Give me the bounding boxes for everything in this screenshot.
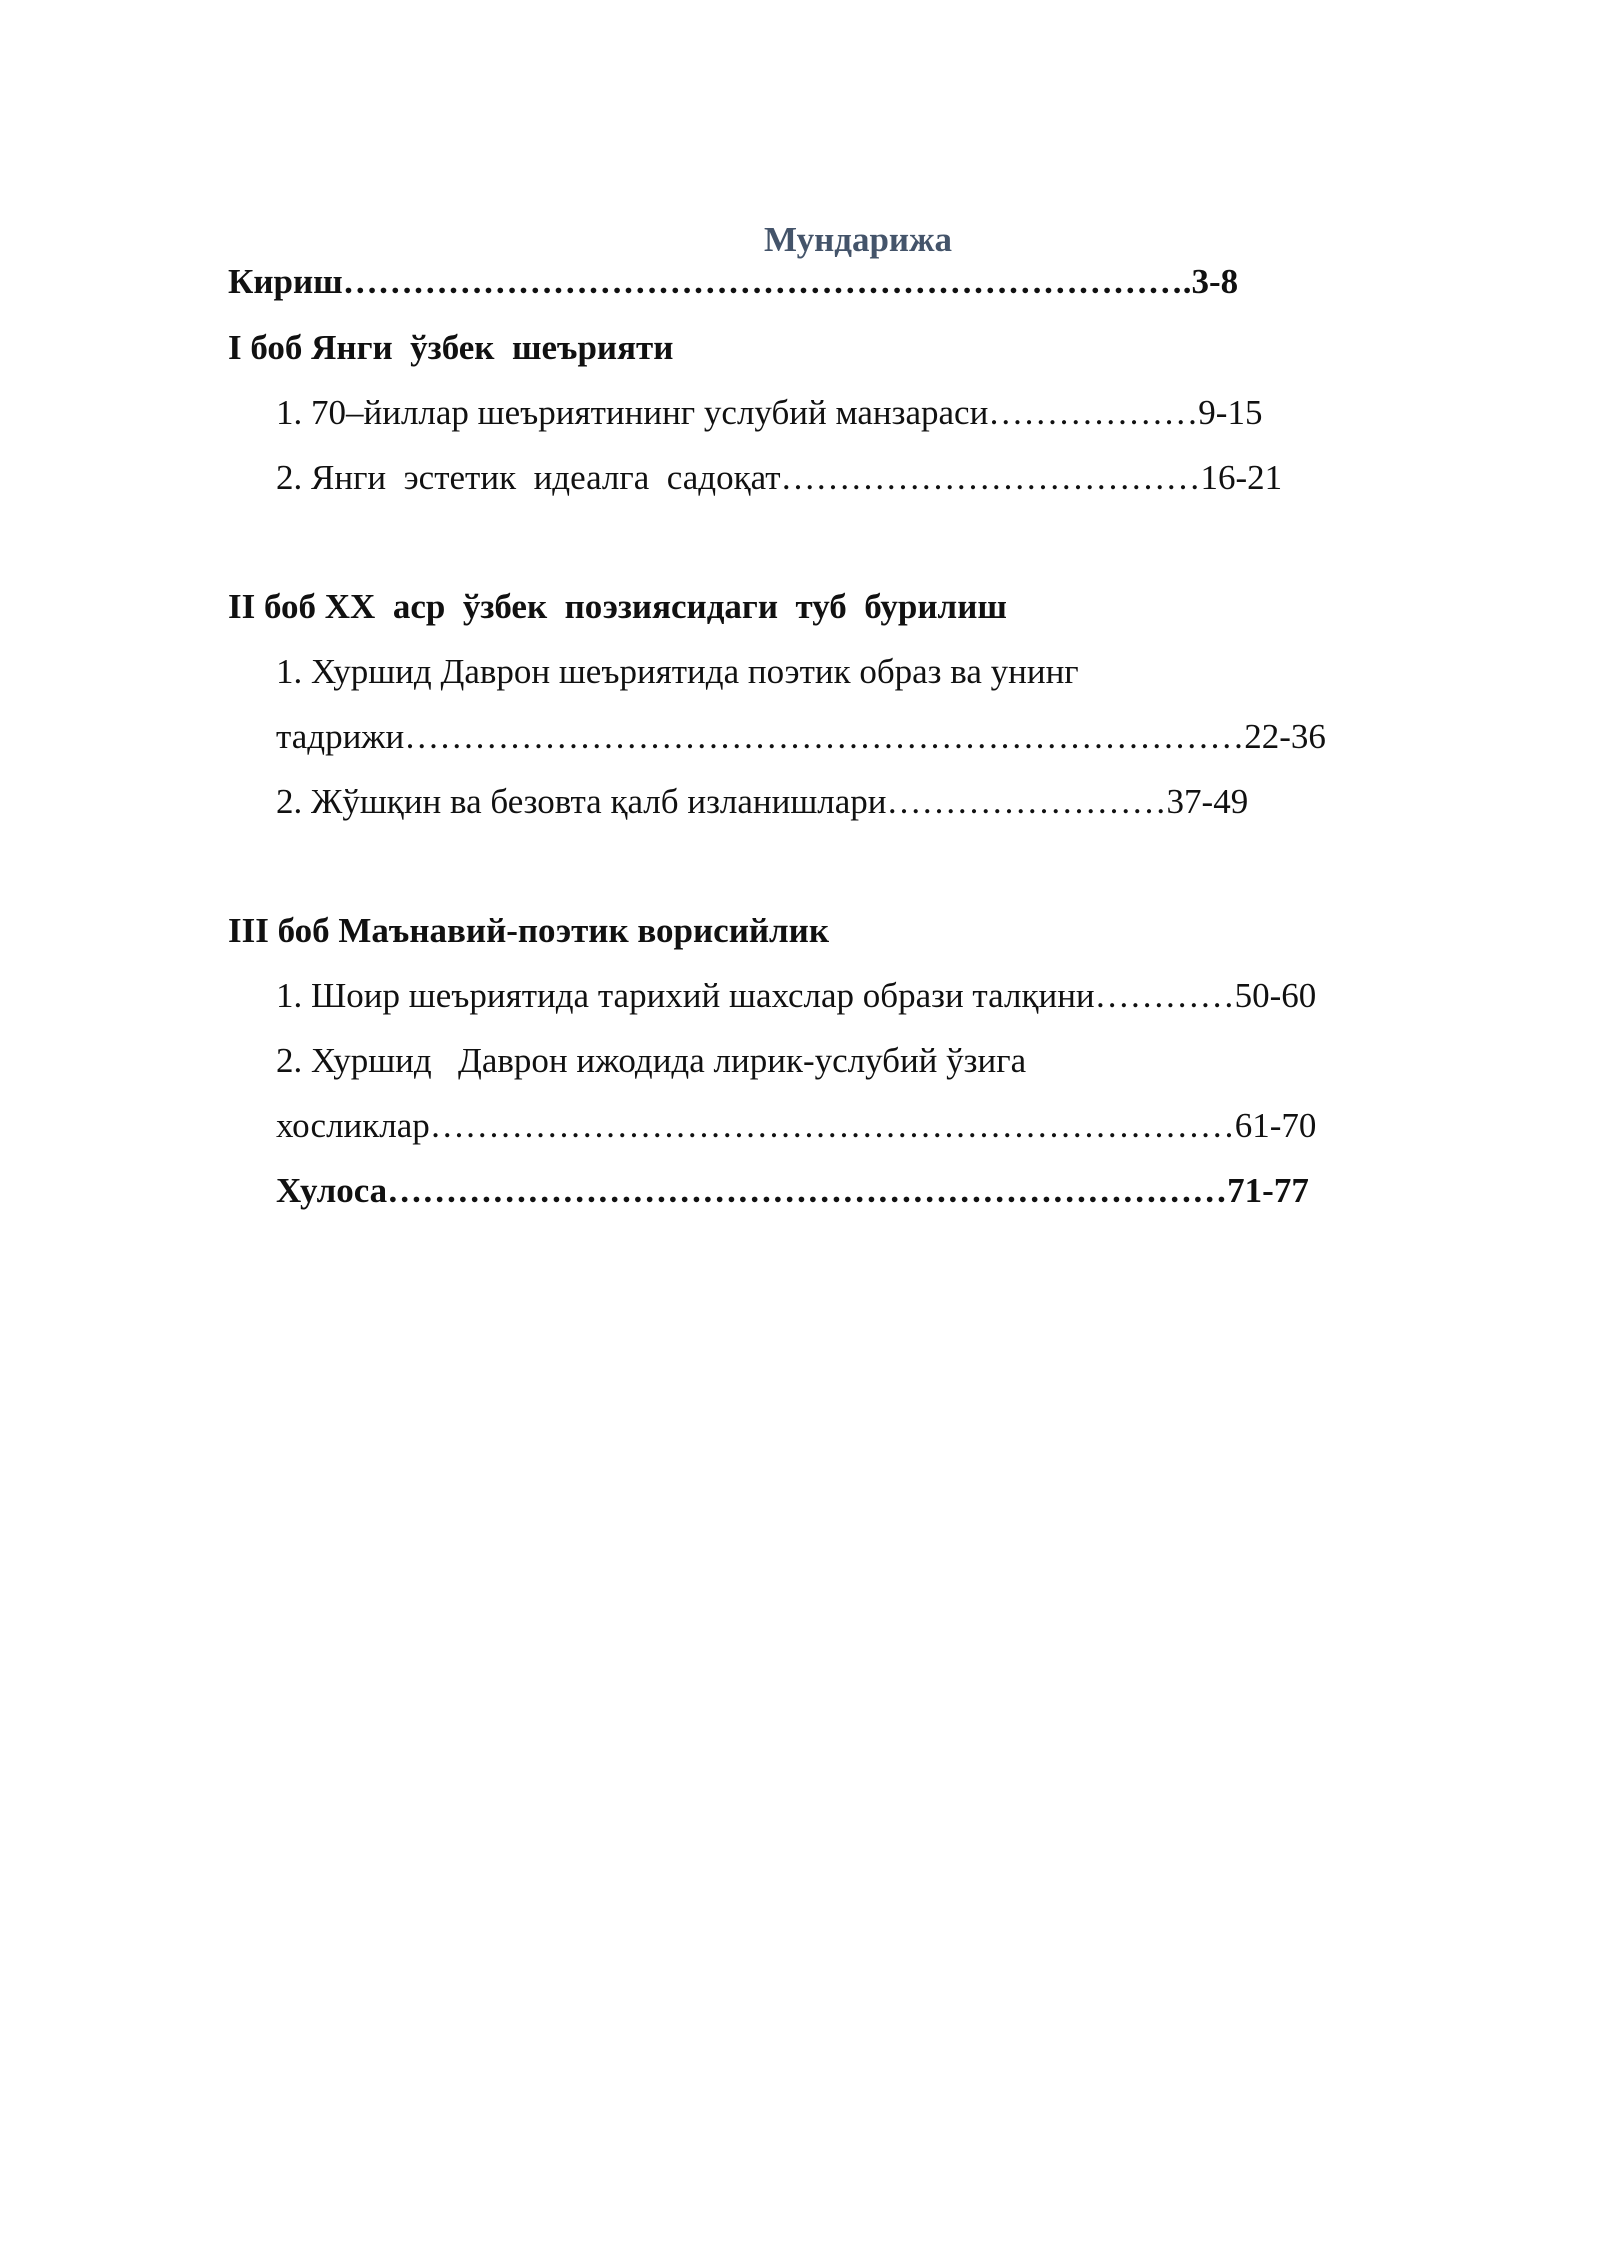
chapter-1-heading: I боб Янги ўзбек шеърияти [228,328,674,367]
chapter-2-section-1-line-1: 1. Хуршид Даврон шеъриятида поэтик образ ва унинг [276,652,1079,691]
chapter-3-section-2-line-2: хосликлар……………………………………………………………61-70 [276,1106,1317,1145]
chapter-1-section-1: 1. 70–йиллар шеъриятининг услубий манзараси………………9-15 [276,393,1263,432]
toc-title: Мундарижа [764,220,952,259]
chapter-3-section-1: 1. Шоир шеъриятида тарихий шахслар образи талқини…………50-60 [276,976,1317,1015]
toc-conclusion: Хулоса………………………………………………………………71-77 [276,1171,1309,1210]
chapter-1-section-2: 2. Янги эстетик идеалга садоқат………………………………16-21 [276,458,1283,497]
chapter-2-heading: II боб XX аср ўзбек поэзиясидаги туб бурилиш [228,587,1007,626]
toc-intro: Кириш……………………………………………………………….3-8 [228,262,1239,301]
chapter-2-section-1-line-2: тадрижи………………………………………………………………22-36 [276,717,1326,756]
chapter-3-heading: III боб Маънавий-поэтик ворисийлик [228,911,830,950]
chapter-3-section-2-line-1: 2. Хуршид Даврон ижодида лирик-услубий ўзига [276,1041,1027,1080]
chapter-2-section-2: 2. Жўшқин ва безовта қалб изланишлари……………………37-49 [276,782,1249,821]
